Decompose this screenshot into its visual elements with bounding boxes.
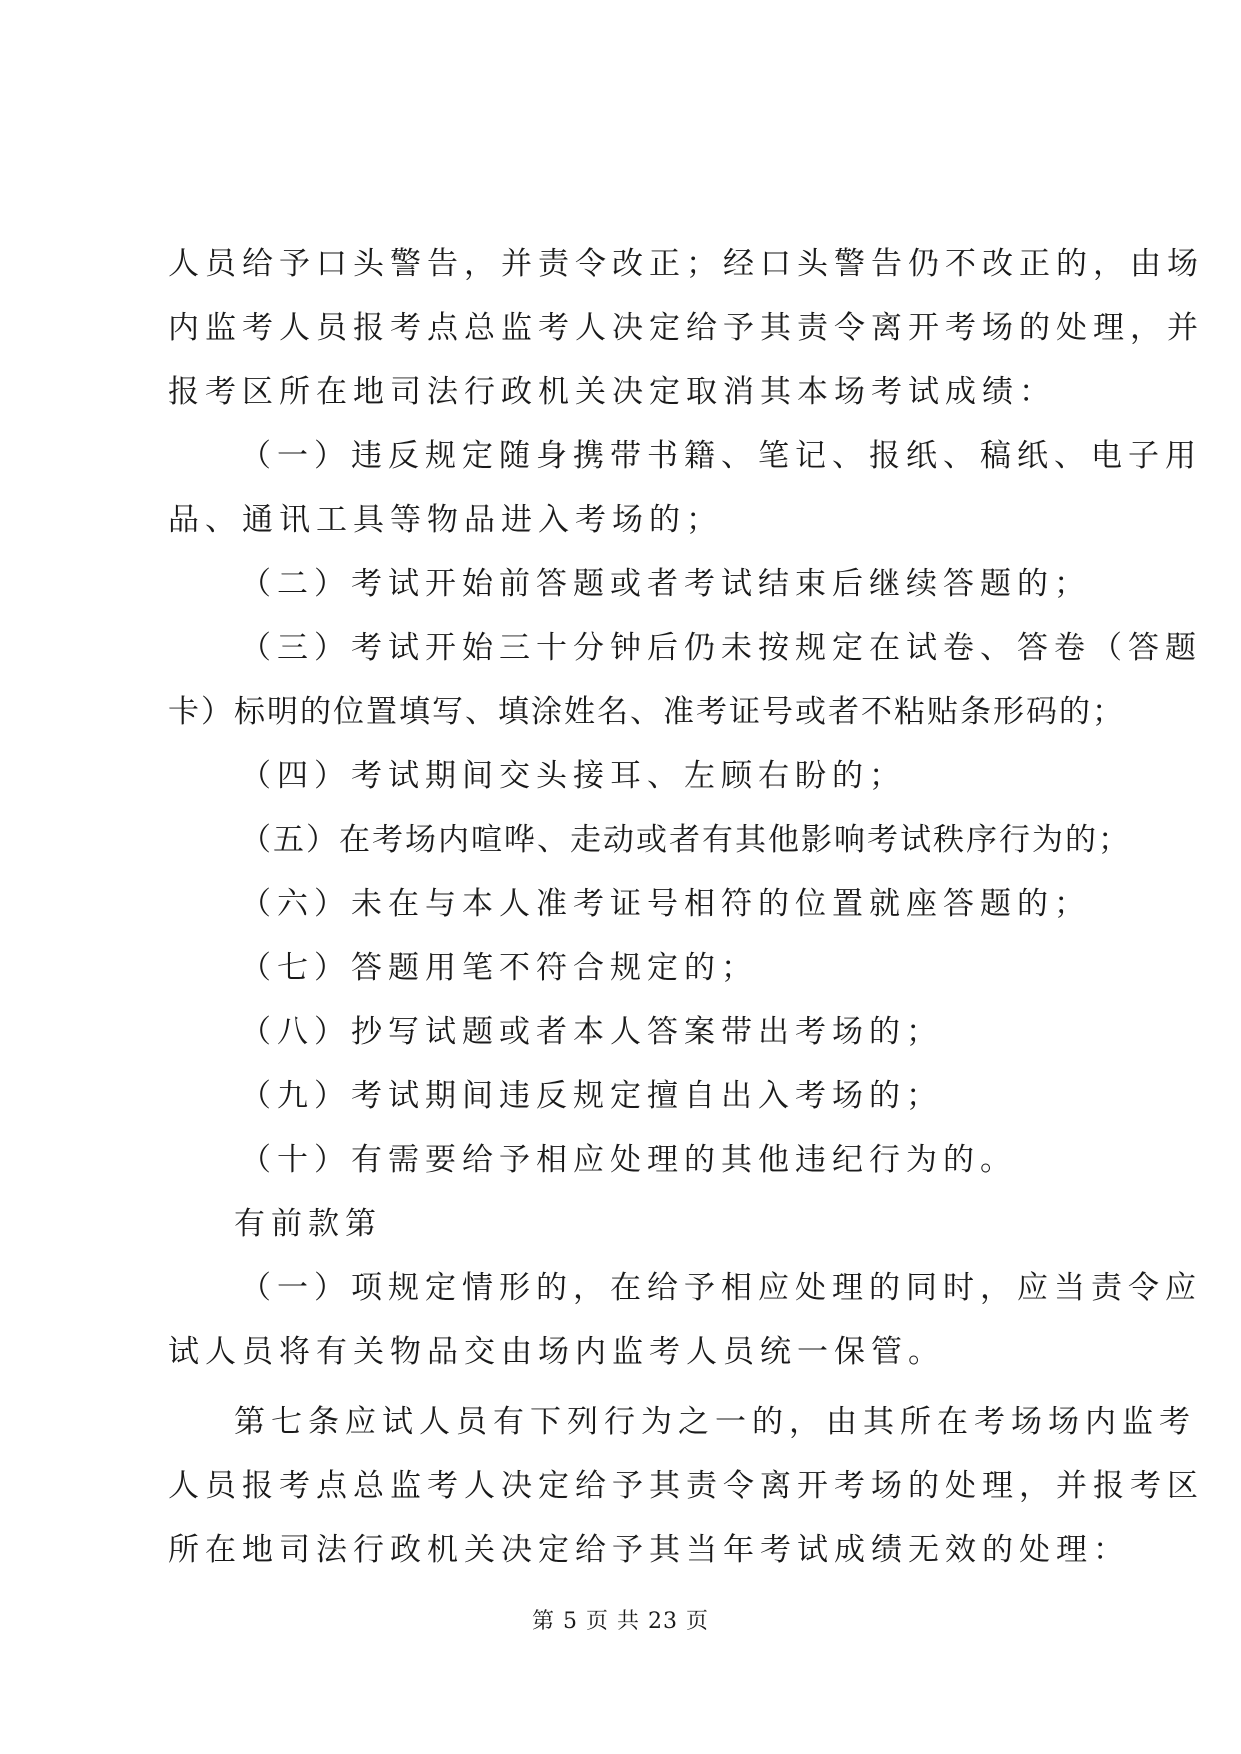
list-item-line: （七）答题用笔不符合规定的； (240, 950, 758, 986)
paragraph-line: （一）项规定情形的，在给予相应处理的同时，应当责令应 (240, 1270, 1202, 1306)
paragraph-line: 所在地司法行政机关决定给予其当年考试成绩无效的处理： (168, 1532, 1130, 1568)
list-item-line: （五）在考场内喧哗、走动或者有其他影响考试秩序行为的； (240, 822, 1131, 858)
list-item-line: （四）考试期间交头接耳、左顾右盼的； (240, 758, 906, 794)
paragraph-line: 人员报考点总监考人决定给予其责令离开考场的处理，并报考区 (168, 1468, 1204, 1504)
list-item-line: （八）抄写试题或者本人答案带出考场的； (240, 1014, 943, 1050)
list-item-line: （三）考试开始三十分钟后仍未按规定在试卷、答卷（答题 (240, 630, 1202, 666)
list-item-line: （六）未在与本人准考证号相符的位置就座答题的； (240, 886, 1091, 922)
paragraph-line: 有前款第 (234, 1206, 382, 1242)
paragraph-line: 第七条应试人员有下列行为之一的，由其所在考场场内监考 (234, 1404, 1196, 1440)
list-item-line: 品、通讯工具等物品进入考场的； (168, 502, 723, 538)
paragraph-line: 人员给予口头警告，并责令改正；经口头警告仍不改正的，由场 (168, 246, 1204, 282)
list-item-line: （一）违反规定随身携带书籍、笔记、报纸、稿纸、电子用 (240, 438, 1202, 474)
document-body (168, 232, 1204, 1582)
paragraph-line: 试人员将有关物品交由场内监考人员统一保管。 (168, 1334, 945, 1370)
list-item-line: （二）考试开始前答题或者考试结束后继续答题的； (240, 566, 1091, 602)
list-item-line: （九）考试期间违反规定擅自出入考场的； (240, 1078, 943, 1114)
page-number-footer: 第 5 页 共 23 页 (532, 1609, 709, 1634)
paragraph-line: 内监考人员报考点总监考人决定给予其责令离开考场的处理，并 (168, 310, 1204, 346)
list-item-line: 卡）标明的位置填写、填涂姓名、准考证号或者不粘贴条形码的； (168, 694, 1125, 730)
paragraph-line: 报考区所在地司法行政机关决定取消其本场考试成绩： (168, 374, 1056, 410)
list-item-line: （十）有需要给予相应处理的其他违纪行为的。 (240, 1142, 1017, 1178)
